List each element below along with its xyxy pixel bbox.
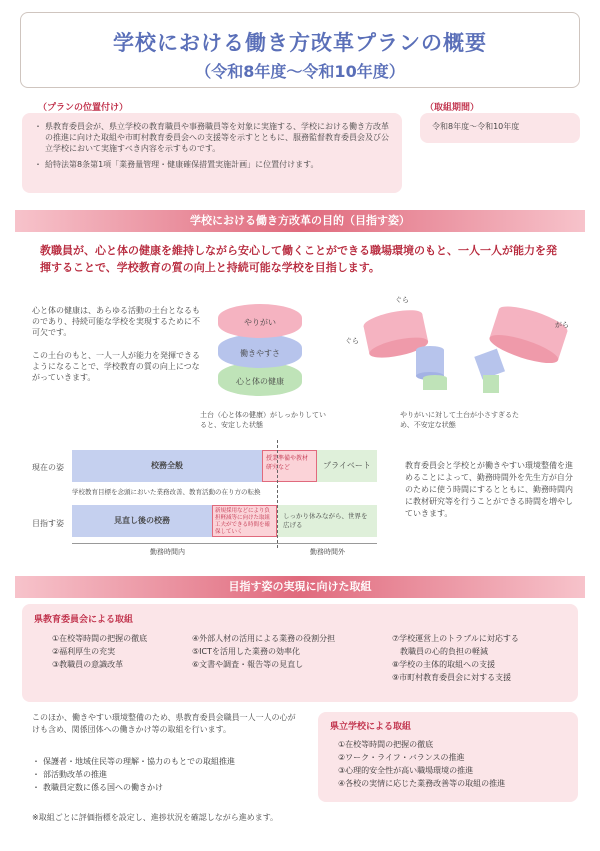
pref-item: ②福利厚生の充実 <box>52 647 116 656</box>
current-private <box>317 450 377 482</box>
current-mid <box>262 450 317 482</box>
gara-label-2: ぐら <box>345 337 359 345</box>
school-list <box>338 738 505 790</box>
pref-item: ⑥文書や調査・報告等の見直し <box>192 660 304 669</box>
row-future-label: 目指す姿 <box>32 519 64 528</box>
caption-unstable: やりがいに対して土台が小さすぎるため、不安定な状態 <box>400 411 519 429</box>
pref-col-2 <box>192 632 335 671</box>
current-mid-label: 授業準備や教材研究など <box>266 455 309 471</box>
position-box <box>22 113 402 193</box>
efforts-band: 目指す姿の実現に向けた取組 <box>15 576 585 598</box>
pref-item: ③教職員の意識改革 <box>52 660 124 669</box>
other-bullet <box>32 781 302 794</box>
position-bullet-2 <box>34 159 390 170</box>
timeline-side-text: 教育委員会と学校とが働きやすい環境整備を進めることによって、勤務時間外を先生方が自分のために使う時間にするとともに、勤務時間内に教材研究等を行うことができる時間を増やしていきます。 <box>405 461 573 518</box>
future-private <box>277 505 377 537</box>
layer-mid-label: 働きやすさ <box>240 349 280 358</box>
position-heading: （プランの位置付け） <box>38 103 129 113</box>
axis-in-label: 勤務時間内 <box>150 548 185 556</box>
bullet-mark: ・ <box>34 122 42 131</box>
purpose-band: 学校における働き方改革の目的（目指す姿） <box>15 210 585 232</box>
illustration-text-1: 心と体の健康は、あらゆる活動の土台となるものであり、持続可能な学校を実現するために不可欠です。 <box>32 306 200 337</box>
page-title: 学校における働き方改革プランの概要 <box>113 31 487 55</box>
current-private-label: プライベート <box>323 461 371 470</box>
caption-stable: 土台（心と体の健康）がしっかりしていると、安定した状態 <box>200 411 326 429</box>
layer-top-label: やりがい <box>244 318 276 327</box>
page-subtitle: （令和8年度～令和10年度） <box>195 62 405 81</box>
gara-label-1: ぐら <box>395 296 409 304</box>
unstable-illustration <box>340 290 580 400</box>
row-current-label: 現在の姿 <box>32 463 64 472</box>
future-bar-label: 見直し後の校務 <box>114 516 170 525</box>
other-item: 部活動改革の推進 <box>43 770 107 779</box>
timeline-axis <box>72 543 377 544</box>
pref-item: ⑤ICTを活用した業務の効率化 <box>192 647 301 656</box>
position-text-2: 給特法第8条第1項「業務量管理・健康確保措置実施計画」に位置付けます。 <box>45 160 319 169</box>
other-item: 教職員定数に係る国への働きかけ <box>43 783 163 792</box>
school-item: ④各校の実情に応じた業務改善等の取組の推進 <box>338 779 506 788</box>
school-box <box>318 712 578 802</box>
pref-item: ⑧学校の主体的取組への支援 <box>392 660 496 669</box>
goal-text: 教職員が、心と体の健康を維持しながら安心して働くことができる職場環境のもと、一人一人が能力を発揮することで、学校教育の質の向上と持続可能な学校を目指します。 <box>40 244 557 274</box>
pref-item: ①在校等時間の把握の徹底 <box>52 634 148 643</box>
other-item: 保護者・地域住民等の理解・協力のもとでの取組推進 <box>43 757 235 766</box>
period-heading: （取組期間） <box>425 103 480 113</box>
pref-heading: 県教育委員会による取組 <box>34 615 134 625</box>
axis-out-label: 勤務時間外 <box>310 548 345 556</box>
period-box <box>420 113 580 143</box>
pref-col-3 <box>392 632 519 684</box>
future-mid-label: 新規採用などにより負担軽減等に向けた取組工夫ができる時間を確保していく <box>215 508 271 535</box>
gara-label-3: がら <box>555 321 569 329</box>
other-text: このほか、働きやすい環境整備のため、県教育委員会職員一人一人の心がけも含め、関係団体への働きかけ等の取組を行います。 <box>32 713 296 734</box>
other-list <box>32 755 302 794</box>
school-item: ②ワーク・ライフ・バランスの推進 <box>338 753 465 762</box>
pref-col-1 <box>52 632 147 671</box>
school-item: ①在校等時間の把握の徹底 <box>338 740 434 749</box>
pref-box <box>22 604 578 702</box>
current-bar-label: 校務全般 <box>151 461 183 470</box>
other-bullet <box>32 755 302 768</box>
title-box <box>20 12 580 88</box>
future-mid <box>212 505 277 537</box>
future-private-label: しっかり休みながら、世界を広げる <box>283 512 368 529</box>
pref-item: ⑦学校運営上のトラブルに対応する <box>392 634 519 643</box>
period-value: 令和8年度～令和10年度 <box>432 122 520 131</box>
footnote: ※取組ごとに評価指標を設定し、進捗状況を確認しながら進めます。 <box>32 813 279 822</box>
stable-stack <box>210 300 310 400</box>
position-bullet-1 <box>34 121 390 154</box>
timeline-note: 学校教育目標を念頭においた業務改善、教育活動の在り方の転換 <box>72 488 261 496</box>
position-text-1: 県教育委員会が、県立学校の教育職員や事務職員等を対象に実施する、学校における働き方改革の推進に向けた取組や市町村教育委員会への支援等を示すとともに、服務監督教育委員会及び公立学校において実施すべき内容を示すものです。 <box>45 122 389 153</box>
illustration-text-2: この土台のもと、一人一人が能力を発揮できるようになることで、学校教育の質の向上につながっていきます。 <box>32 351 200 382</box>
current-bar <box>72 450 262 482</box>
bullet-mark: ・ <box>32 783 40 792</box>
timeline-divider <box>277 440 278 548</box>
other-bullet <box>32 768 302 781</box>
bullet-mark: ・ <box>32 757 40 766</box>
school-heading: 県立学校による取組 <box>330 722 412 732</box>
pref-item: 教職員の心的負担の軽減 <box>392 647 488 656</box>
pref-item: ⑨市町村教育委員会に対する支援 <box>392 673 512 682</box>
bullet-mark: ・ <box>34 160 42 169</box>
school-item: ③心理的安全性が高い職場環境の推進 <box>338 766 474 775</box>
future-bar <box>72 505 212 537</box>
pref-item: ④外部人材の活用による業務の役割分担 <box>192 634 336 643</box>
layer-bottom-label: 心と体の健康 <box>236 377 284 386</box>
bullet-mark: ・ <box>32 770 40 779</box>
